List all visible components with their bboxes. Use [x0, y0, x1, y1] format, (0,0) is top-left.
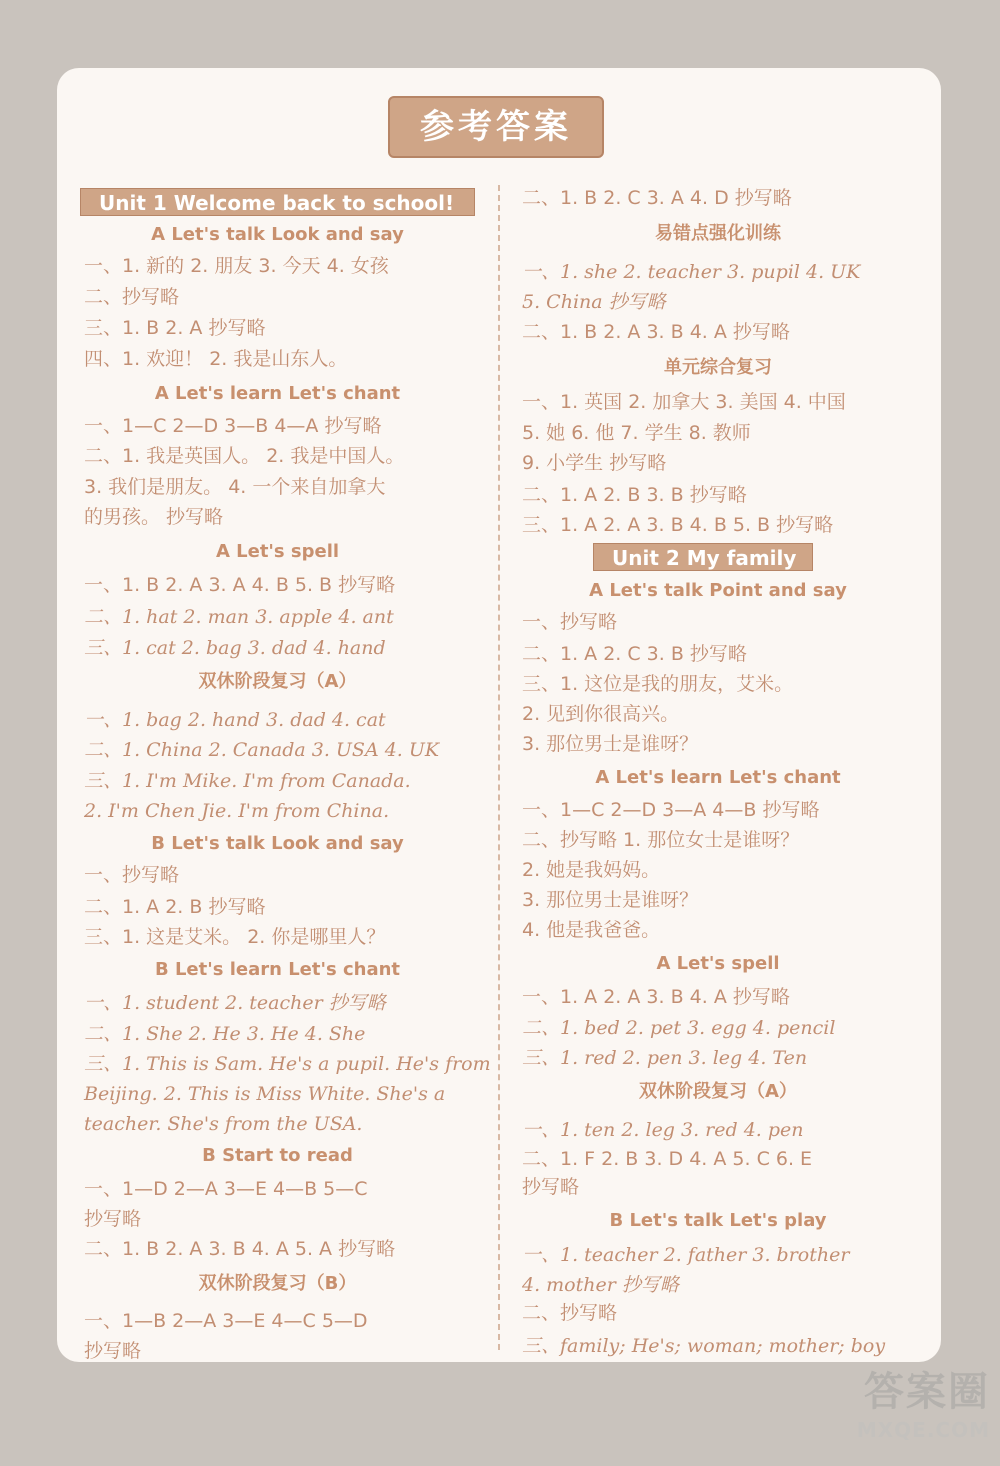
answer-line: 二、抄写略 [522, 1302, 618, 1324]
section-heading: A Let's talk Point and say [589, 580, 847, 601]
answer-line: 三、1. A 2. A 3. B 4. B 5. B 抄写略 [522, 514, 834, 536]
answer-line: Beijing. 2. This is Miss White. She's a [84, 1083, 446, 1105]
answer-line: 5. 她 6. 他 7. 学生 8. 教师 [522, 422, 751, 444]
answer-line: 9. 小学生 抄写略 [522, 452, 667, 474]
answer-line: 3. 那位男士是谁呀？ [522, 889, 699, 911]
answer-line: 三、1. red 2. pen 3. leg 4. Ten [522, 1047, 808, 1069]
answer-line: 二、1. B 2. A 3. B 4. A 抄写略 [522, 321, 790, 343]
answer-line: 二、1. B 2. A 3. B 4. A 5. A 抄写略 [84, 1238, 396, 1260]
answer-line: 二、1. F 2. B 3. D 4. A 5. C 6. E [522, 1148, 813, 1170]
answer-line: 三、1. 这位是我的朋友，艾米。 [522, 673, 794, 695]
section-heading: 双休阶段复习（A） [198, 671, 357, 692]
answer-line: 三、1. 这是艾米。 2. 你是哪里人？ [84, 926, 386, 948]
column-divider [498, 185, 500, 1350]
answer-line: 二、1. hat 2. man 3. apple 4. ant [84, 606, 394, 628]
answer-line: 5. China 抄写略 [522, 291, 666, 313]
answer-line: 二、1. A 2. B 3. B 抄写略 [522, 484, 747, 506]
section-heading: B Start to read [202, 1145, 353, 1166]
answer-line: 一、1. 英国 2. 加拿大 3. 美国 4. 中国 [522, 391, 846, 413]
answer-line: 一、1. ten 2. leg 3. red 4. pen [522, 1119, 804, 1141]
section-heading: A Let's spell [656, 953, 780, 974]
answer-line: 二、抄写略 1. 那位女士是谁呀？ [522, 829, 800, 851]
answer-line: 一、1—B 2—A 3—E 4—C 5—D [84, 1310, 368, 1332]
answer-line: 一、1. bag 2. hand 3. dad 4. cat [84, 709, 386, 731]
section-heading: 双休阶段复习（B） [198, 1273, 357, 1294]
section-heading: A Let's spell [215, 541, 340, 562]
answer-line: 三、1. cat 2. bag 3. dad 4. hand [84, 637, 386, 659]
site-watermark [820, 1366, 990, 1458]
unit-heading: Unit 1 Welcome back to school! [80, 188, 475, 216]
answer-line: 抄写略 [84, 1208, 142, 1230]
answer-line: 2. I'm Chen Jie. I'm from China. [84, 800, 390, 822]
answer-line: 4. mother 抄写略 [522, 1274, 679, 1296]
answer-line: 2. 她是我妈妈。 [522, 859, 661, 881]
answer-line: 二、1. China 2. Canada 3. USA 4. UK [84, 739, 440, 761]
answer-line: 二、1. A 2. B 抄写略 [84, 896, 266, 918]
answer-line: 二、1. A 2. C 3. B 抄写略 [522, 643, 747, 665]
page-title: 参考答案 [388, 96, 604, 158]
watermark-url: MXQE.COM [856, 1418, 990, 1442]
section-heading: B Let's learn Let's chant [154, 959, 401, 980]
unit-heading: Unit 2 My family [593, 543, 813, 571]
section-heading: 单元综合复习 [664, 357, 772, 378]
answer-line: 二、1. 我是英国人。 2. 我是中国人。 [84, 445, 405, 467]
answer-line: 抄写略 [84, 1340, 142, 1362]
answer-line: 三、1. I'm Mike. I'm from Canada. [84, 770, 411, 792]
answer-line: 3. 那位男士是谁呀？ [522, 733, 699, 755]
section-heading: A Let's learn Let's chant [595, 767, 841, 788]
answer-line: 三、1. B 2. A 抄写略 [84, 317, 266, 339]
answer-line: 4. 他是我爸爸。 [522, 919, 661, 941]
answer-line: 2. 见到你很高兴。 [522, 703, 680, 725]
answer-line: 二、1. bed 2. pet 3. egg 4. pencil [522, 1017, 836, 1039]
answer-line: 二、1. She 2. He 3. He 4. She [84, 1023, 366, 1045]
answer-line: 的男孩。 抄写略 [84, 506, 224, 528]
answer-line: 二、1. B 2. C 3. A 4. D 抄写略 [522, 187, 792, 209]
answer-line: 一、抄写略 [522, 611, 618, 633]
answer-line: 四、1. 欢迎！ 2. 我是山东人。 [84, 348, 348, 370]
answer-line: 一、1—D 2—A 3—E 4—B 5—C [84, 1178, 368, 1200]
answer-line: 一、1. B 2. A 3. A 4. B 5. B 抄写略 [84, 574, 396, 596]
answer-line: 一、1. student 2. teacher 抄写略 [84, 992, 386, 1014]
section-heading: 双休阶段复习（A） [639, 1081, 797, 1102]
answer-line: 抄写略 [522, 1176, 580, 1198]
answer-line: 3. 我们是朋友。 4. 一个来自加拿大 [84, 476, 386, 498]
answer-line: 三、1. This is Sam. He's a pupil. He's from [84, 1053, 491, 1075]
answer-line: 一、1. she 2. teacher 3. pupil 4. UK [522, 261, 861, 283]
watermark-logo-text: 答案圈 [864, 1369, 990, 1415]
section-heading: B Let's talk Let's play [609, 1210, 827, 1231]
section-heading: A Let's learn Let's chant [154, 383, 401, 404]
answer-line: 三、family; He's; woman; mother; boy [522, 1335, 886, 1357]
answer-line: 一、1—C 2—D 3—B 4—A 抄写略 [84, 415, 382, 437]
section-heading: A Let's talk Look and say [151, 224, 404, 245]
section-heading: 易错点强化训练 [655, 223, 781, 244]
answer-line: 一、1. A 2. A 3. B 4. A 抄写略 [522, 986, 790, 1008]
answer-line: 一、抄写略 [84, 864, 180, 886]
answer-line: 一、1. teacher 2. father 3. brother [522, 1244, 850, 1266]
answer-line: teacher. She's from the USA. [84, 1113, 363, 1135]
answer-line: 一、1—C 2—D 3—A 4—B 抄写略 [522, 799, 820, 821]
answer-line: 一、1. 新的 2. 朋友 3. 今天 4. 女孩 [84, 255, 389, 277]
section-heading: B Let's talk Look and say [151, 833, 404, 854]
answer-line: 二、抄写略 [84, 286, 180, 308]
